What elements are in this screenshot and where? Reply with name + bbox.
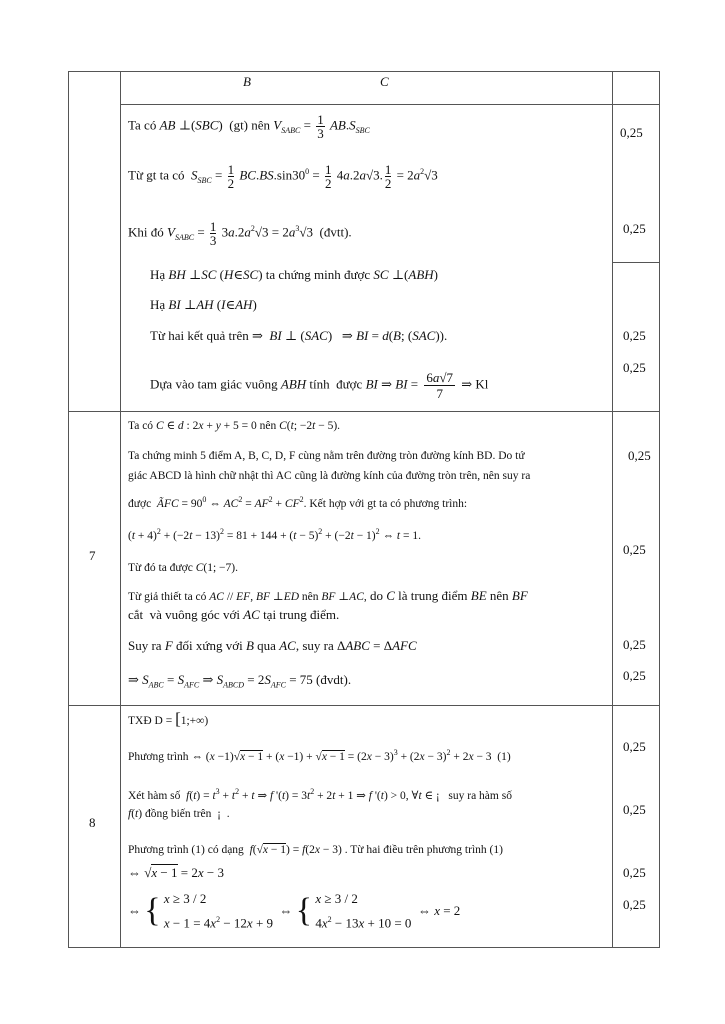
row-7-line-7: Từ giả thiết ta có AC // EF, BF ⊥ED nên BF ⊥AC, do C là trung điểm BE nên BF <box>128 588 528 603</box>
row-1-line-5: Hạ BI ⊥AH (I∈AH) <box>150 297 257 312</box>
row-7-line-9: Suy ra F đối xứng với B qua AC, suy ra ΔABC = ΔAFC <box>128 638 417 653</box>
row-8-line-3: Xét hàm số $f(t) = t^3 + t^2 + t$ ⇒ f '$(t) = 3t^2 + 2t + 1$ ⇒ f '(t) > 0, ∀t ∈ ¡ suy ra hàm số <box>128 787 512 802</box>
row-8-line-7: ⇔ { x ≥ 3 / 2 $x - 1 = 4x^2 - 12x + 9$ ⇔ { x ≥ 3 / 2 $4x^2 - 13x + 10 = 0$ ⇔ x = 2 <box>128 891 461 931</box>
row-1-score-2: 0,25 <box>623 221 646 236</box>
row-8-line-6: ⇔ √x − 1 = 2x − 3 <box>128 865 224 880</box>
row-1-line-6: Từ hai kết quả trên ⇒ BI ⊥ (SAC) ⇒ BI = d(B; (SAC)). <box>150 328 448 343</box>
row-8-score-4: 0,25 <box>623 897 646 912</box>
row-7-line-3: giác ABCD là hình chữ nhật thì AC cũng là đường kính của đường tròn trên, nên suy ra <box>128 470 531 482</box>
table-border-left <box>68 71 69 948</box>
row-1-line-3: Khi đó $V_{SABC}$ = $\frac{1}{3}$ $3a.2a^2√3 = 2a^3√3$ (đvtt). <box>128 219 352 248</box>
row-8-score-3: 0,25 <box>623 865 646 880</box>
row-1-line-4: Hạ BH ⊥SC (H∈SC) ta chứng minh được SC ⊥(ABH) <box>150 267 439 282</box>
col-divider-2 <box>612 71 613 948</box>
table-border-bottom <box>68 947 660 948</box>
row-7-line-8: cắt và vuông góc với AC tại trung điểm. <box>128 607 340 622</box>
header-label-c: C <box>380 74 389 89</box>
row-1-score-1: 0,25 <box>620 125 643 140</box>
question-number-8: 8 <box>89 815 96 830</box>
row-1-score-3: 0,25 <box>623 328 646 343</box>
row-7-line-5: $(t + 4)^2 + (-2t - 13)^2 = 81 + 144 + (t - 5)^2 + (-2t - 1)^2$ ⇔ t = 1. <box>128 527 421 542</box>
row-1-line-1: Ta có AB ⊥(SBC) (gt) nên $V_{SABC}$ = $\frac{1}{3}$ $AB.S_{SBC}$ <box>128 112 370 141</box>
row-7-score-1: 0,25 <box>628 448 651 463</box>
row-8-line-5: Phương trình (1) có dạng f(√x − 1) = f(2x − 3) . Từ hai điều trên phương trình (1) <box>128 844 503 856</box>
row-7-line-4: được ÃFC = $90^0$ ⇔ $AC^2 = AF^2 + CF^2$. Kết hợp với gt ta có phương trình: <box>128 495 468 510</box>
question-number-7: 7 <box>89 548 96 563</box>
table-border-top <box>68 71 660 72</box>
row-8-line-4: f(t) đồng biến trên ¡ . <box>128 808 230 820</box>
row-8-score-2: 0,25 <box>623 802 646 817</box>
row-7-line-10: ⇒ $S_{ABC} = S_{AFC}$ ⇒ $S_{ABCD} = 2S_{AFC} = 75$ (đvdt). <box>128 672 352 690</box>
row-1-line-7: Dựa vào tam giác vuông ABH tính được BI ⇒ BI = $\frac{6a√7}{7}$ ⇒ Kl <box>150 370 489 401</box>
row-7-line-6: Từ đó ta được C(1; −7). <box>128 562 238 574</box>
row-8-line-1: TXĐ D = [1;+∞) <box>128 709 209 728</box>
row-7-score-2: 0,25 <box>623 542 646 557</box>
row-divider-8 <box>68 705 660 706</box>
row-1-line-2: Từ gt ta có $S_{SBC}$ = $\frac{1}{2}$ $BC.BS.\sin 30^0$ = $\frac{1}{2}$ 4a.2a√3. $\frac{1}{2}$ = $2a^2√3$ <box>128 162 438 191</box>
row-7-line-1: Ta có C ∈ d : 2x + y + 5 = 0 nên C(t; −2t − 5). <box>128 420 341 432</box>
row-8-score-1: 0,25 <box>623 739 646 754</box>
score-divider <box>612 262 660 263</box>
row-7-score-3: 0,25 <box>623 637 646 652</box>
row-8-line-2: Phương trình ⇔ $(x -1)√x - 1 + (x -1) + √x - 1 = (2x - 3)^3 + (2x - 3)^2 + 2x - 3$ (1) <box>128 748 511 763</box>
table-border-right <box>659 71 660 948</box>
col-divider-1 <box>120 71 121 948</box>
row-7-score-4: 0,25 <box>623 668 646 683</box>
row-divider-7 <box>68 411 660 412</box>
row-7-line-2: Ta chứng minh 5 điểm A, B, C, D, F cùng nằm trên đường tròn đường kính BD. Do tứ <box>128 450 525 462</box>
header-label-b: B <box>243 74 251 89</box>
row-divider-header <box>120 104 660 105</box>
row-1-score-4: 0,25 <box>623 360 646 375</box>
